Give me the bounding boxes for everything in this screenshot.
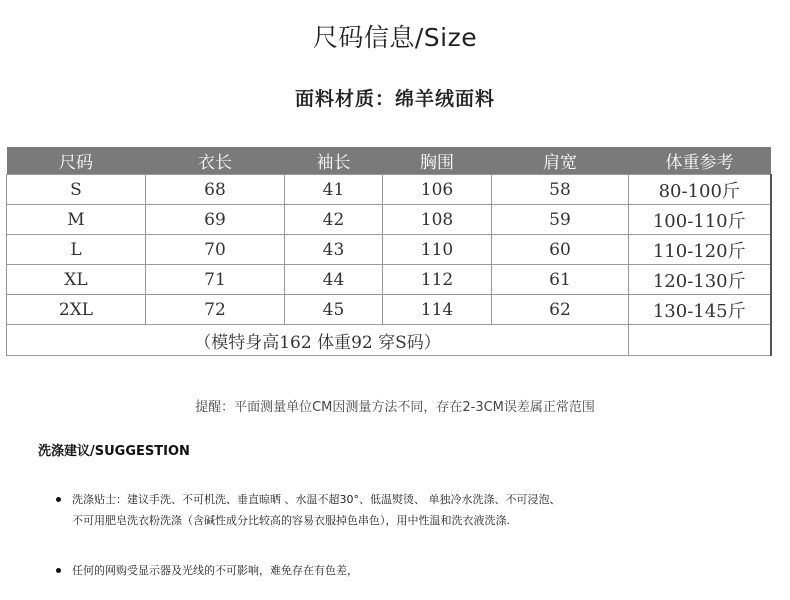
wash-section-title: 洗涤建议/SUGGESTION (38, 444, 190, 459)
wash-tips-line2: 不可用肥皂洗衣粉洗涤（含碱性成分比较高的容易衣服掉色串色），用中性温和洗衣液洗涤. (72, 514, 510, 527)
table-header-row (7, 147, 771, 175)
cell-size: S (7, 175, 146, 205)
cell-weight: 100-110斤 (629, 205, 771, 235)
cell-shoulder: 58 (492, 175, 629, 205)
cell-sleeve: 43 (285, 235, 383, 265)
measurement-reminder: 提醒：平面测量单位CM因测量方法不同，存在2-3CM误差属正常范围 (195, 400, 595, 415)
cell-length: 68 (146, 175, 285, 205)
cell-chest: 110 (383, 235, 492, 265)
bullet-icon (56, 568, 61, 573)
cell-shoulder: 62 (492, 295, 629, 325)
cell-chest: 108 (383, 205, 492, 235)
table-row (7, 295, 771, 325)
cell-shoulder: 60 (492, 235, 629, 265)
table-row (7, 235, 771, 265)
table-row (7, 265, 771, 295)
note-empty-cell (629, 325, 771, 356)
cell-sleeve: 41 (285, 175, 383, 205)
header-size: 尺码 (7, 147, 146, 175)
cell-size: M (7, 205, 146, 235)
cell-length: 70 (146, 235, 285, 265)
cell-weight: 130-145斤 (629, 295, 771, 325)
cell-shoulder: 61 (492, 265, 629, 295)
color-notice-item (56, 560, 756, 581)
cell-weight: 110-120斤 (629, 235, 771, 265)
header-chest: 胸围 (383, 147, 492, 175)
cell-weight: 120-130斤 (629, 265, 771, 295)
table-row (7, 175, 771, 205)
table-row (7, 205, 771, 235)
model-note: （模特身高162 体重92 穿S码） (7, 325, 629, 356)
cell-chest: 112 (383, 265, 492, 295)
cell-shoulder: 59 (492, 205, 629, 235)
table-note-row (7, 325, 771, 356)
material-label: 面料材质：绵羊绒面料 (294, 88, 495, 110)
wash-tips-item (56, 489, 756, 533)
cell-sleeve: 45 (285, 295, 383, 325)
cell-chest: 106 (383, 175, 492, 205)
cell-size: 2XL (7, 295, 146, 325)
cell-length: 69 (146, 205, 285, 235)
color-notice-text: 任何的网购受显示器及光线的不可影响，难免存在有色差， (72, 564, 358, 577)
bullet-icon (56, 497, 61, 502)
cell-sleeve: 42 (285, 205, 383, 235)
header-weight: 体重参考 (629, 147, 771, 175)
cell-length: 72 (146, 295, 285, 325)
header-length: 衣长 (146, 147, 285, 175)
cell-size: L (7, 235, 146, 265)
size-table (6, 147, 772, 356)
header-sleeve: 袖长 (285, 147, 383, 175)
wash-tips-line1: 洗涤贴士：建议手洗、不可机洗、垂直晾晒 、水温不超30°、低温熨烫、 单独冷水洗涤、不可浸泡、 (72, 493, 561, 506)
page-title: 尺码信息/Size (312, 23, 478, 52)
cell-sleeve: 44 (285, 265, 383, 295)
cell-size: XL (7, 265, 146, 295)
cell-weight: 80-100斤 (629, 175, 771, 205)
header-shoulder: 肩宽 (492, 147, 629, 175)
cell-chest: 114 (383, 295, 492, 325)
cell-length: 71 (146, 265, 285, 295)
